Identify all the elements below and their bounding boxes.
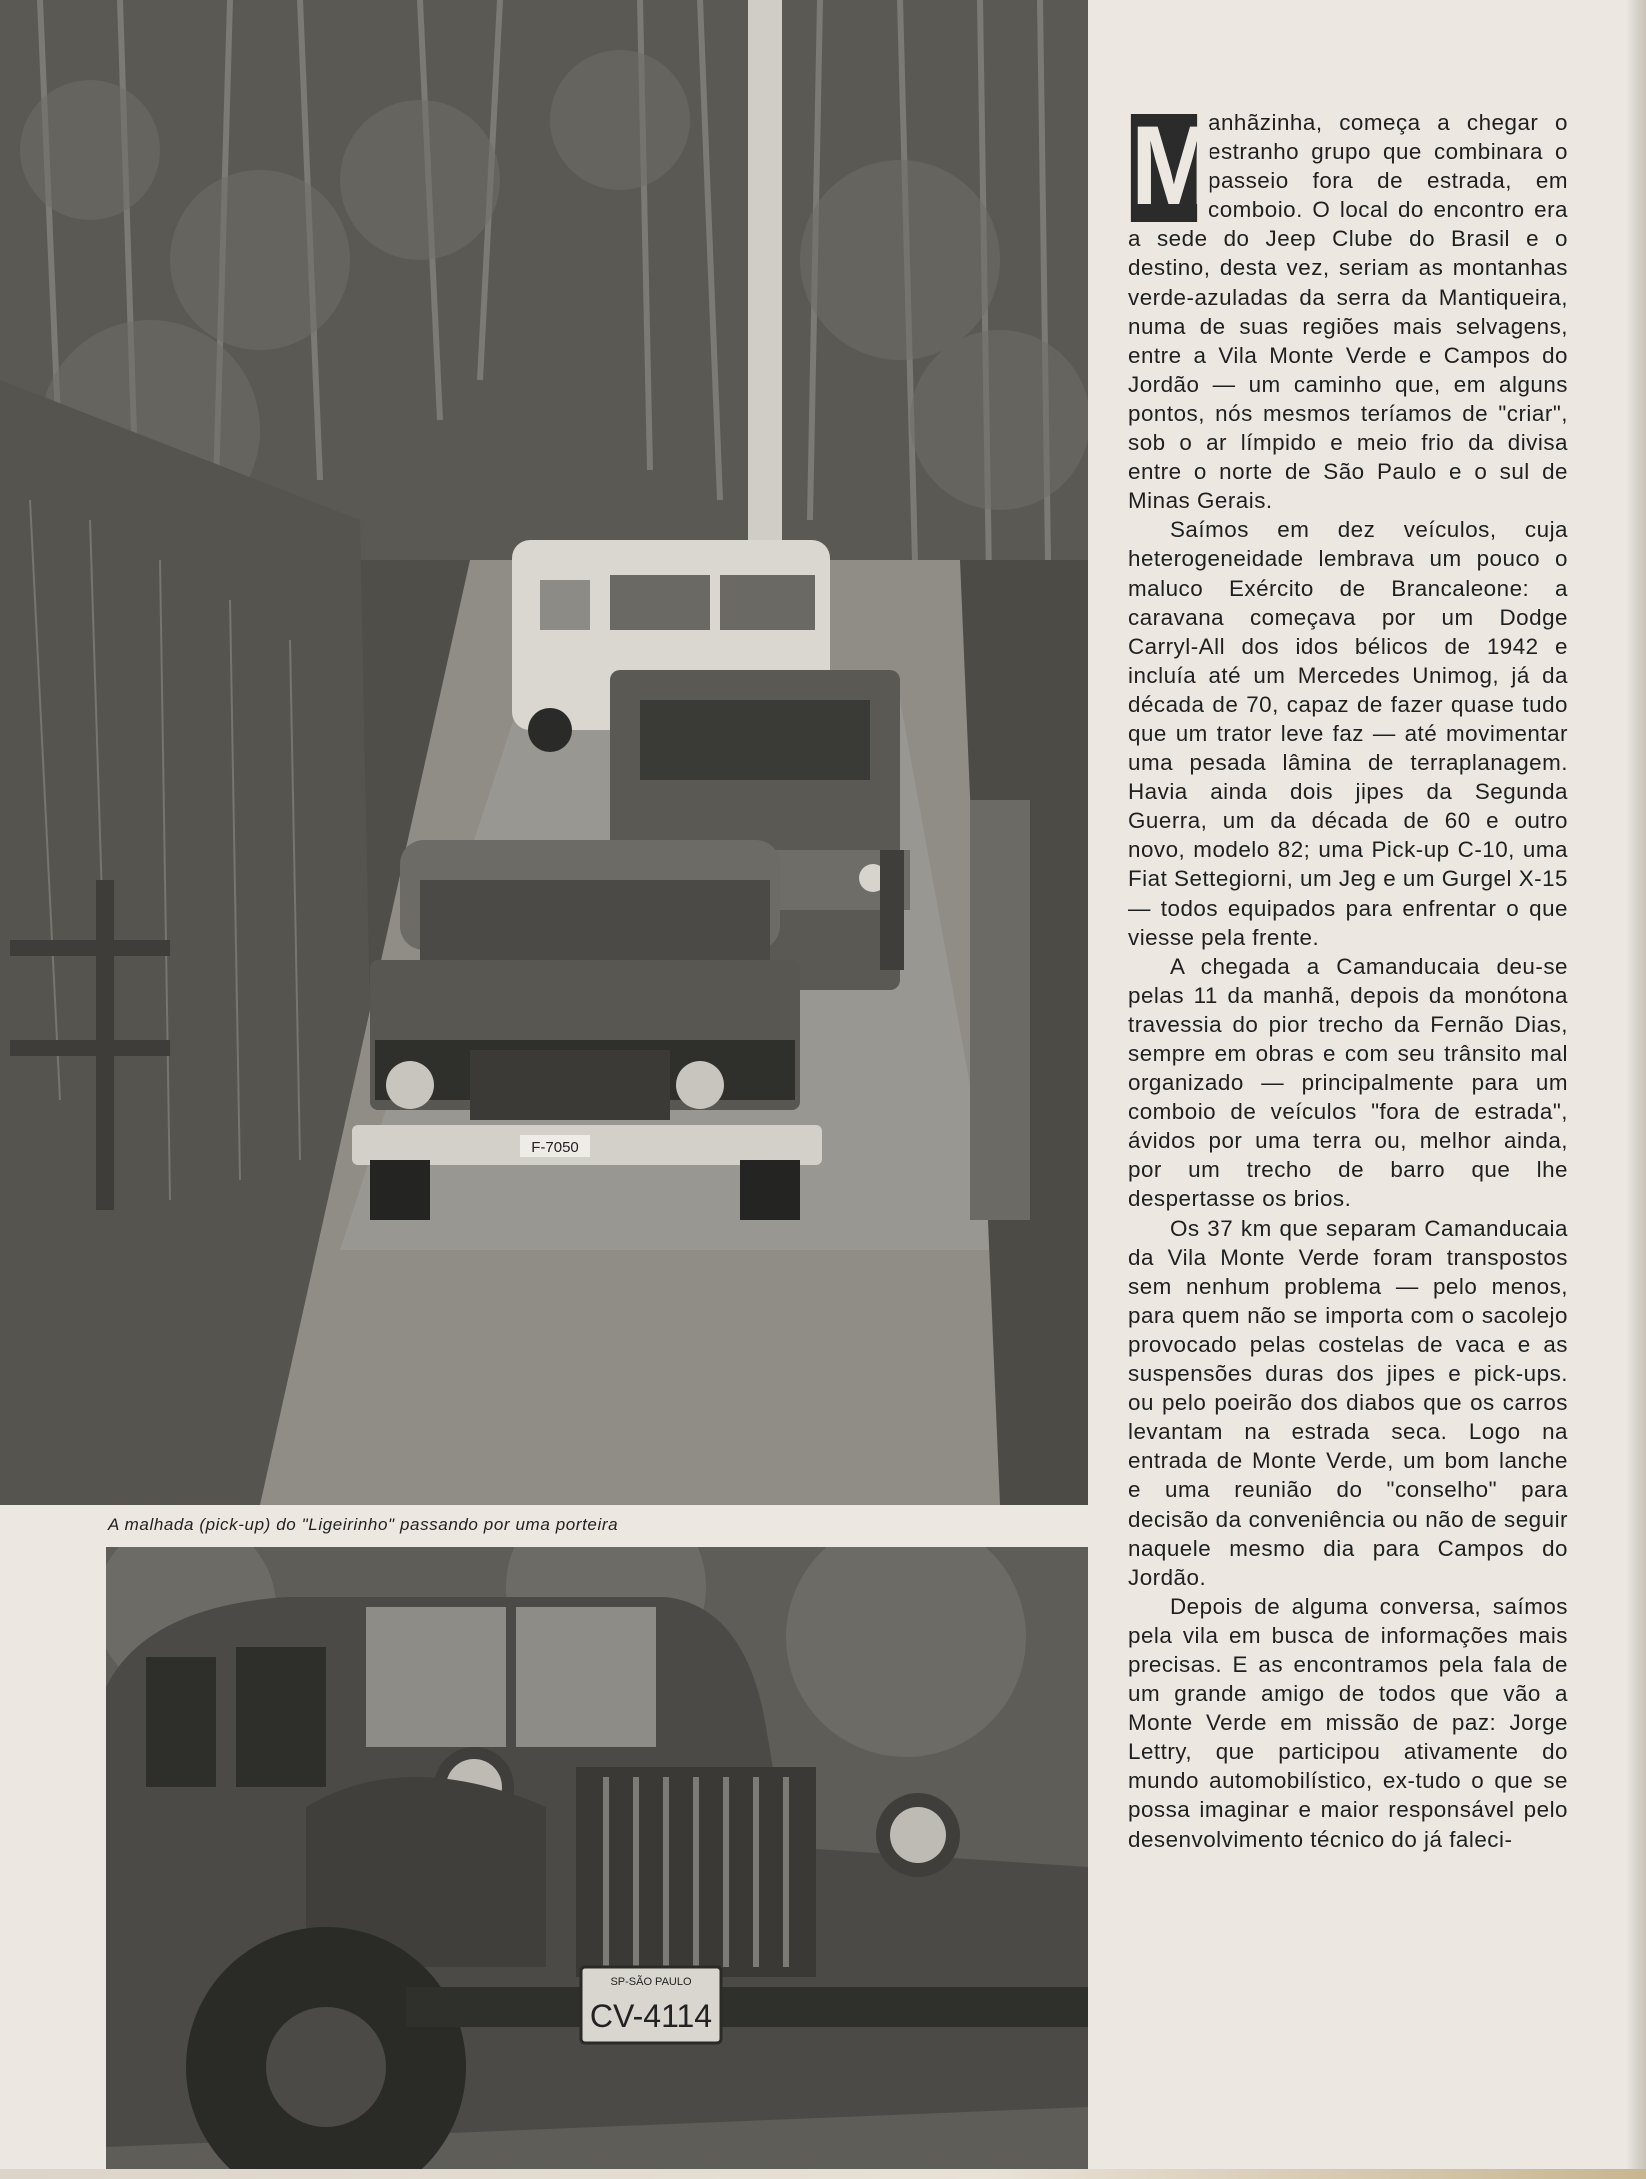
article-paragraph-2: Saímos em dez veículos, cuja heterogeneidade lembrava um pouco o maluco Exército de Brancaleone: a caravana começava por um Dodge Carryl-All dos idos bélicos de 1942 e incluía até um Mercedes Unimog, já da década de 70, capaz de fazer quase tudo que um trator leve faz — até movimentar uma pesada lâmina de terraplanagem. Havia ainda dois jipes da Segunda Guerra, um da década de 60 e outro novo, modelo 82; uma Pick-up C-10, uma Fiat Settegiorni, um Jeg e um Gurgel X-15 — todos equipados para enfrentar o que viesse pela frente.: [1128, 517, 1568, 950]
photo-convoy-road: [0, 0, 1088, 1505]
bottom-photo-plate-number: CV-4114: [589, 1998, 713, 2034]
article-paragraph-1: [1128, 103, 1568, 515]
drop-cap: M: [1130, 103, 1214, 228]
page-bottom-edge: [0, 2169, 1646, 2179]
article-paragraph-4: Os 37 km que separam Camanducaia da Vila Monte Verde foram transpostos sem nenhum problema — pelo menos, para quem não se importa com o sacolejo provocado pelas costelas de vaca e as suspensões duras dos jipes e pick-ups. ou pelo poeirão dos diabos que os carros levantam na estrada seca. Logo na entrada de Monte Verde, um bom lanche e uma reunião do "conselho" para decisão da conveniência ou não de seguir naquele mesmo dia para Campos do Jordão.: [1128, 1215, 1568, 1590]
page-binding-edge: [1626, 0, 1646, 2179]
bottom-photo-plate-region: SP-SÃO PAULO: [610, 1976, 692, 1988]
paragraph-1-text: anhãzinha, começa a chegar o estranho grupo que combinara o passeio fora de estrada, em comboio. O local do encontro era a sede do Jeep Clube do Brasil e o destino, desta vez, seriam as montanhas verde-azuladas da serra da Mantiqueira, numa de suas regiões mais selvagens, entre a Vila Monte Verde e Campos do Jordão — um caminho que, em alguns pontos, nós mesmos teríamos de "criar", sob o ar límpido e meio frio da divisa entre o norte de São Paulo e o sul de Minas Gerais.: [1128, 110, 1568, 514]
article-paragraph-3: A chegada a Camanducaia deu-se pelas 11 da manhã, depois da monótona travessia do pior trecho da Fernão Dias, sempre em obras e com seu trânsito mal organizado — principalmente para um comboio de veículos "fora de estrada", ávidos por uma terra ou, melhor ainda, por um trecho de barro que lhe despertasse os brios.: [1128, 953, 1568, 1212]
photo-dodge-illustration: [106, 1547, 1088, 2179]
article-column: [1128, 103, 1568, 1854]
photo-convoy-illustration: [0, 0, 1088, 1505]
top-photo-plate: F-7050: [531, 1139, 579, 1156]
photo-dodge-truck: [106, 1547, 1088, 2179]
photo-caption: A malhada (pick-up) do "Ligeirinho" passando por uma porteira: [108, 1515, 619, 1534]
article-paragraph-5: Depois de alguma conversa, saímos pela vila em busca de informações mais precisas. E as encontramos pela fala de um grande amigo de todos que vão a Monte Verde em missão de paz: Jorge Lettry, que participou ativamente do mundo automobilístico, ex-tudo o que se possa imaginar e maior responsável pelo desenvolvimento técnico do já faleci-: [1128, 1593, 1568, 1852]
